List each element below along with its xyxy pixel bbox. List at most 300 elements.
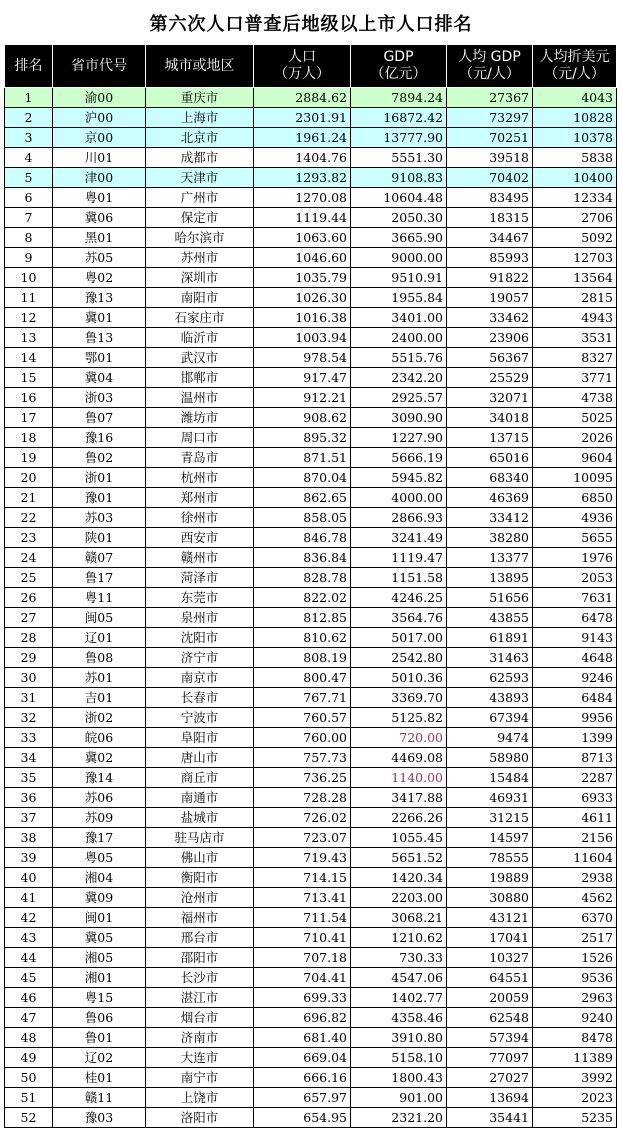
rank-cell: 44: [5, 948, 53, 968]
code-cell: 冀04: [53, 368, 146, 388]
table-row: [5, 288, 617, 308]
gdp-cell: 2203.00: [351, 888, 447, 908]
per-capita-usd-cell: 1526: [533, 948, 617, 968]
code-cell: 川01: [53, 148, 146, 168]
code-cell: 豫16: [53, 428, 146, 448]
population-cell: 760.00: [254, 728, 351, 748]
rank-cell: 42: [5, 908, 53, 928]
per-capita-gdp-cell: 70402: [447, 168, 533, 188]
population-cell: 710.41: [254, 928, 351, 948]
per-capita-gdp-cell: 51656: [447, 588, 533, 608]
per-capita-gdp-cell: 43121: [447, 908, 533, 928]
rank-cell: 39: [5, 848, 53, 868]
per-capita-gdp-cell: 10327: [447, 948, 533, 968]
per-capita-gdp-cell: 61891: [447, 628, 533, 648]
table-row: [5, 148, 617, 168]
code-cell: 吉01: [53, 688, 146, 708]
rank-cell: 47: [5, 1008, 53, 1028]
code-cell: 沪00: [53, 108, 146, 128]
table-row: [5, 548, 617, 568]
table-row: [5, 788, 617, 808]
table-row: [5, 848, 617, 868]
per-capita-usd-cell: 5025: [533, 408, 617, 428]
population-cell: 2301.91: [254, 108, 351, 128]
header-line: 人均 GDP: [458, 49, 521, 65]
per-capita-usd-cell: 4648: [533, 648, 617, 668]
rank-cell: 46: [5, 988, 53, 1008]
header-line: 排名: [14, 57, 43, 74]
gdp-cell: 13777.90: [351, 128, 447, 148]
per-capita-usd-cell: 2815: [533, 288, 617, 308]
rank-cell: 5: [5, 168, 53, 188]
gdp-cell: 5551.30: [351, 148, 447, 168]
population-cell: 657.97: [254, 1088, 351, 1108]
per-capita-usd-cell: 4611: [533, 808, 617, 828]
population-cell: 699.33: [254, 988, 351, 1008]
per-capita-usd-cell: 2963: [533, 988, 617, 1008]
rank-cell: 27: [5, 608, 53, 628]
table-row: [5, 768, 617, 788]
population-cell: 858.05: [254, 508, 351, 528]
city-cell: 天津市: [146, 168, 254, 188]
population-cell: 767.71: [254, 688, 351, 708]
population-cell: 704.41: [254, 968, 351, 988]
per-capita-usd-cell: 9240: [533, 1008, 617, 1028]
code-cell: 鲁08: [53, 648, 146, 668]
per-capita-gdp-cell: 14597: [447, 828, 533, 848]
per-capita-gdp-cell: 30880: [447, 888, 533, 908]
city-cell: 重庆市: [146, 88, 254, 108]
per-capita-usd-cell: 7631: [533, 588, 617, 608]
code-cell: 苏05: [53, 248, 146, 268]
gdp-cell: 5515.76: [351, 348, 447, 368]
table-row: [5, 608, 617, 628]
city-cell: 湛江市: [146, 988, 254, 1008]
gdp-cell: 3910.80: [351, 1028, 447, 1048]
code-cell: 黑01: [53, 228, 146, 248]
population-cell: 1046.60: [254, 248, 351, 268]
table-row: [5, 1028, 617, 1048]
per-capita-usd-cell: 1399: [533, 728, 617, 748]
population-cell: 760.57: [254, 708, 351, 728]
code-cell: 浙02: [53, 708, 146, 728]
gdp-cell: 2866.93: [351, 508, 447, 528]
gdp-cell: 730.33: [351, 948, 447, 968]
rank-cell: 34: [5, 748, 53, 768]
city-cell: 青岛市: [146, 448, 254, 468]
rank-cell: 21: [5, 488, 53, 508]
rank-cell: 31: [5, 688, 53, 708]
per-capita-gdp-cell: 83495: [447, 188, 533, 208]
code-cell: 赣07: [53, 548, 146, 568]
gdp-cell: 9510.91: [351, 268, 447, 288]
rank-cell: 15: [5, 368, 53, 388]
table-row: [5, 668, 617, 688]
population-cell: 2884.62: [254, 88, 351, 108]
gdp-cell: 4000.00: [351, 488, 447, 508]
per-capita-gdp-cell: 58980: [447, 748, 533, 768]
per-capita-usd-cell: 4936: [533, 508, 617, 528]
rank-cell: 33: [5, 728, 53, 748]
city-cell: 石家庄市: [146, 308, 254, 328]
gdp-cell: 2542.80: [351, 648, 447, 668]
header-line: 城市或地区: [164, 57, 235, 74]
city-cell: 周口市: [146, 428, 254, 448]
per-capita-usd-cell: 10378: [533, 128, 617, 148]
per-capita-gdp-cell: 64551: [447, 968, 533, 988]
header-line: 省市代号: [71, 57, 127, 74]
per-capita-gdp-cell: 85993: [447, 248, 533, 268]
table-row: [5, 908, 617, 928]
population-cell: 1063.60: [254, 228, 351, 248]
city-cell: 徐州市: [146, 508, 254, 528]
population-cell: 846.78: [254, 528, 351, 548]
per-capita-gdp-cell: 43893: [447, 688, 533, 708]
per-capita-gdp-cell: 13895: [447, 568, 533, 588]
per-capita-gdp-cell: 31215: [447, 808, 533, 828]
gdp-cell: 3665.90: [351, 228, 447, 248]
code-cell: 闽05: [53, 608, 146, 628]
table-row: [5, 708, 617, 728]
population-cell: 723.07: [254, 828, 351, 848]
per-capita-gdp-cell: 73297: [447, 108, 533, 128]
code-cell: 皖06: [53, 728, 146, 748]
city-cell: 福州市: [146, 908, 254, 928]
per-capita-gdp-cell: 13715: [447, 428, 533, 448]
code-cell: 赣11: [53, 1088, 146, 1108]
per-capita-gdp-cell: 77097: [447, 1048, 533, 1068]
rank-cell: 35: [5, 768, 53, 788]
city-cell: 上饶市: [146, 1088, 254, 1108]
gdp-cell: 5945.82: [351, 468, 447, 488]
per-capita-gdp-cell: 78555: [447, 848, 533, 868]
city-cell: 宁波市: [146, 708, 254, 728]
gdp-cell: 3417.88: [351, 788, 447, 808]
rank-cell: 40: [5, 868, 53, 888]
per-capita-usd-cell: 4562: [533, 888, 617, 908]
header-code: [53, 45, 146, 88]
population-cell: 1026.30: [254, 288, 351, 308]
population-cell: 1035.79: [254, 268, 351, 288]
city-cell: 商丘市: [146, 768, 254, 788]
table-row: [5, 528, 617, 548]
per-capita-usd-cell: 5655: [533, 528, 617, 548]
code-cell: 苏09: [53, 808, 146, 828]
city-cell: 洛阳市: [146, 1108, 254, 1128]
per-capita-gdp-cell: 70251: [447, 128, 533, 148]
per-capita-usd-cell: 5235: [533, 1108, 617, 1128]
per-capita-gdp-cell: 19889: [447, 868, 533, 888]
per-capita-usd-cell: 9246: [533, 668, 617, 688]
table-row: [5, 168, 617, 188]
per-capita-usd-cell: 13564: [533, 268, 617, 288]
table-row: [5, 588, 617, 608]
population-cell: 713.41: [254, 888, 351, 908]
city-cell: 南京市: [146, 668, 254, 688]
table-row: [5, 968, 617, 988]
per-capita-usd-cell: 9956: [533, 708, 617, 728]
per-capita-gdp-cell: 23906: [447, 328, 533, 348]
rank-cell: 26: [5, 588, 53, 608]
rank-cell: 41: [5, 888, 53, 908]
population-cell: 808.19: [254, 648, 351, 668]
gdp-cell: 16872.42: [351, 108, 447, 128]
per-capita-gdp-cell: 62593: [447, 668, 533, 688]
per-capita-usd-cell: 10828: [533, 108, 617, 128]
city-cell: 哈尔滨市: [146, 228, 254, 248]
code-cell: 湘05: [53, 948, 146, 968]
population-cell: 757.73: [254, 748, 351, 768]
population-cell: 1961.24: [254, 128, 351, 148]
rank-cell: 23: [5, 528, 53, 548]
rank-cell: 38: [5, 828, 53, 848]
rank-cell: 52: [5, 1108, 53, 1128]
gdp-cell: 4358.46: [351, 1008, 447, 1028]
population-cell: 1293.82: [254, 168, 351, 188]
population-cell: 871.51: [254, 448, 351, 468]
rank-cell: 20: [5, 468, 53, 488]
city-cell: 唐山市: [146, 748, 254, 768]
rank-cell: 19: [5, 448, 53, 468]
gdp-cell: 4547.06: [351, 968, 447, 988]
per-capita-gdp-cell: 38280: [447, 528, 533, 548]
city-cell: 长沙市: [146, 968, 254, 988]
rank-cell: 12: [5, 308, 53, 328]
population-cell: 1270.08: [254, 188, 351, 208]
population-cell: 828.78: [254, 568, 351, 588]
gdp-cell: 3068.21: [351, 908, 447, 928]
table-row: [5, 728, 617, 748]
per-capita-gdp-cell: 9474: [447, 728, 533, 748]
rank-cell: 14: [5, 348, 53, 368]
gdp-cell: 2266.26: [351, 808, 447, 828]
per-capita-gdp-cell: 19057: [447, 288, 533, 308]
table-row: [5, 748, 617, 768]
table-row: [5, 88, 617, 108]
table-row: [5, 128, 617, 148]
city-cell: 盐城市: [146, 808, 254, 828]
gdp-cell: 9108.83: [351, 168, 447, 188]
header-per-capita-usd: [533, 45, 617, 88]
code-cell: 鲁07: [53, 408, 146, 428]
city-cell: 南通市: [146, 788, 254, 808]
population-cell: 912.21: [254, 388, 351, 408]
table-row: [5, 808, 617, 828]
city-cell: 保定市: [146, 208, 254, 228]
rank-cell: 36: [5, 788, 53, 808]
table-row: [5, 408, 617, 428]
population-cell: 728.28: [254, 788, 351, 808]
rank-cell: 48: [5, 1028, 53, 1048]
city-cell: 广州市: [146, 188, 254, 208]
table-row: [5, 1048, 617, 1068]
city-cell: 阜阳市: [146, 728, 254, 748]
per-capita-usd-cell: 6484: [533, 688, 617, 708]
per-capita-gdp-cell: 67394: [447, 708, 533, 728]
gdp-cell: 2050.30: [351, 208, 447, 228]
gdp-cell: 1210.62: [351, 928, 447, 948]
city-cell: 成都市: [146, 148, 254, 168]
table-row: [5, 568, 617, 588]
gdp-cell: 2321.20: [351, 1108, 447, 1128]
rank-cell: 13: [5, 328, 53, 348]
per-capita-usd-cell: 2053: [533, 568, 617, 588]
header-rank: [5, 45, 53, 88]
per-capita-gdp-cell: 15484: [447, 768, 533, 788]
header-line: GDP: [383, 49, 414, 65]
table-row: [5, 628, 617, 648]
per-capita-gdp-cell: 46369: [447, 488, 533, 508]
gdp-cell: 2925.57: [351, 388, 447, 408]
per-capita-usd-cell: 1976: [533, 548, 617, 568]
rank-cell: 3: [5, 128, 53, 148]
gdp-cell: 3090.90: [351, 408, 447, 428]
gdp-cell: 5158.10: [351, 1048, 447, 1068]
gdp-cell: 720.00: [351, 728, 447, 748]
per-capita-gdp-cell: 68340: [447, 468, 533, 488]
code-cell: 豫13: [53, 288, 146, 308]
per-capita-gdp-cell: 18315: [447, 208, 533, 228]
gdp-cell: 3564.76: [351, 608, 447, 628]
code-cell: 苏03: [53, 508, 146, 528]
header-line: （亿元）: [370, 66, 427, 82]
code-cell: 粤11: [53, 588, 146, 608]
per-capita-usd-cell: 2938: [533, 868, 617, 888]
table-row: [5, 428, 617, 448]
population-cell: 978.54: [254, 348, 351, 368]
code-cell: 粤15: [53, 988, 146, 1008]
per-capita-usd-cell: 11604: [533, 848, 617, 868]
code-cell: 冀09: [53, 888, 146, 908]
code-cell: 浙03: [53, 388, 146, 408]
city-cell: 菏泽市: [146, 568, 254, 588]
per-capita-usd-cell: 8713: [533, 748, 617, 768]
table-row: [5, 348, 617, 368]
city-cell: 南宁市: [146, 1068, 254, 1088]
per-capita-gdp-cell: 65016: [447, 448, 533, 468]
city-cell: 大连市: [146, 1048, 254, 1068]
code-cell: 冀05: [53, 928, 146, 948]
per-capita-gdp-cell: 33412: [447, 508, 533, 528]
header-line: （元/人）: [544, 66, 605, 82]
population-cell: 726.02: [254, 808, 351, 828]
code-cell: 渝00: [53, 88, 146, 108]
rank-cell: 7: [5, 208, 53, 228]
code-cell: 闽01: [53, 908, 146, 928]
per-capita-usd-cell: 12334: [533, 188, 617, 208]
rank-cell: 9: [5, 248, 53, 268]
city-cell: 沈阳市: [146, 628, 254, 648]
per-capita-usd-cell: 6933: [533, 788, 617, 808]
table-row: [5, 508, 617, 528]
population-cell: 822.02: [254, 588, 351, 608]
table-row: [5, 1088, 617, 1108]
table-row: [5, 928, 617, 948]
per-capita-gdp-cell: 62548: [447, 1008, 533, 1028]
code-cell: 鄂01: [53, 348, 146, 368]
header-line: 人均折美元: [539, 49, 610, 65]
per-capita-gdp-cell: 13377: [447, 548, 533, 568]
per-capita-usd-cell: 4943: [533, 308, 617, 328]
rank-cell: 16: [5, 388, 53, 408]
city-cell: 潍坊市: [146, 408, 254, 428]
code-cell: 湘04: [53, 868, 146, 888]
per-capita-usd-cell: 9143: [533, 628, 617, 648]
per-capita-usd-cell: 3531: [533, 328, 617, 348]
city-cell: 临沂市: [146, 328, 254, 348]
per-capita-gdp-cell: 20059: [447, 988, 533, 1008]
gdp-cell: 1227.90: [351, 428, 447, 448]
per-capita-usd-cell: 2706: [533, 208, 617, 228]
table-row: [5, 1008, 617, 1028]
per-capita-gdp-cell: 43855: [447, 608, 533, 628]
city-cell: 北京市: [146, 128, 254, 148]
code-cell: 桂01: [53, 1068, 146, 1088]
code-cell: 鲁01: [53, 1028, 146, 1048]
gdp-cell: 1800.43: [351, 1068, 447, 1088]
code-cell: 鲁02: [53, 448, 146, 468]
population-cell: 908.62: [254, 408, 351, 428]
header-gdp: [351, 45, 447, 88]
header-line: （元/人）: [459, 66, 520, 82]
city-cell: 邢台市: [146, 928, 254, 948]
code-cell: 冀06: [53, 208, 146, 228]
table-row: [5, 268, 617, 288]
code-cell: 湘01: [53, 968, 146, 988]
per-capita-usd-cell: 8478: [533, 1028, 617, 1048]
per-capita-usd-cell: 5838: [533, 148, 617, 168]
city-cell: 泉州市: [146, 608, 254, 628]
city-cell: 长春市: [146, 688, 254, 708]
population-cell: 707.18: [254, 948, 351, 968]
gdp-cell: 2342.20: [351, 368, 447, 388]
city-cell: 东莞市: [146, 588, 254, 608]
code-cell: 陕01: [53, 528, 146, 548]
gdp-cell: 1420.34: [351, 868, 447, 888]
table-row: [5, 248, 617, 268]
table-row: [5, 188, 617, 208]
table-row: [5, 1108, 617, 1128]
city-cell: 武汉市: [146, 348, 254, 368]
city-cell: 佛山市: [146, 848, 254, 868]
table-row: [5, 468, 617, 488]
code-cell: 辽01: [53, 628, 146, 648]
gdp-cell: 9000.00: [351, 248, 447, 268]
gdp-cell: 1955.84: [351, 288, 447, 308]
rank-cell: 10: [5, 268, 53, 288]
table-header-row: [5, 45, 617, 88]
rank-cell: 6: [5, 188, 53, 208]
code-cell: 鲁17: [53, 568, 146, 588]
city-cell: 杭州市: [146, 468, 254, 488]
table-row: [5, 948, 617, 968]
per-capita-usd-cell: 6370: [533, 908, 617, 928]
header-line: 人口: [288, 49, 316, 65]
rank-cell: 45: [5, 968, 53, 988]
per-capita-gdp-cell: 27367: [447, 88, 533, 108]
per-capita-gdp-cell: 57394: [447, 1028, 533, 1048]
rank-cell: 50: [5, 1068, 53, 1088]
gdp-cell: 1119.47: [351, 548, 447, 568]
rank-cell: 49: [5, 1048, 53, 1068]
table-row: [5, 208, 617, 228]
gdp-cell: 7894.24: [351, 88, 447, 108]
table-row: [5, 988, 617, 1008]
population-cell: 836.84: [254, 548, 351, 568]
header-line: （万人）: [274, 66, 330, 82]
per-capita-gdp-cell: 56367: [447, 348, 533, 368]
population-cell: 711.54: [254, 908, 351, 928]
